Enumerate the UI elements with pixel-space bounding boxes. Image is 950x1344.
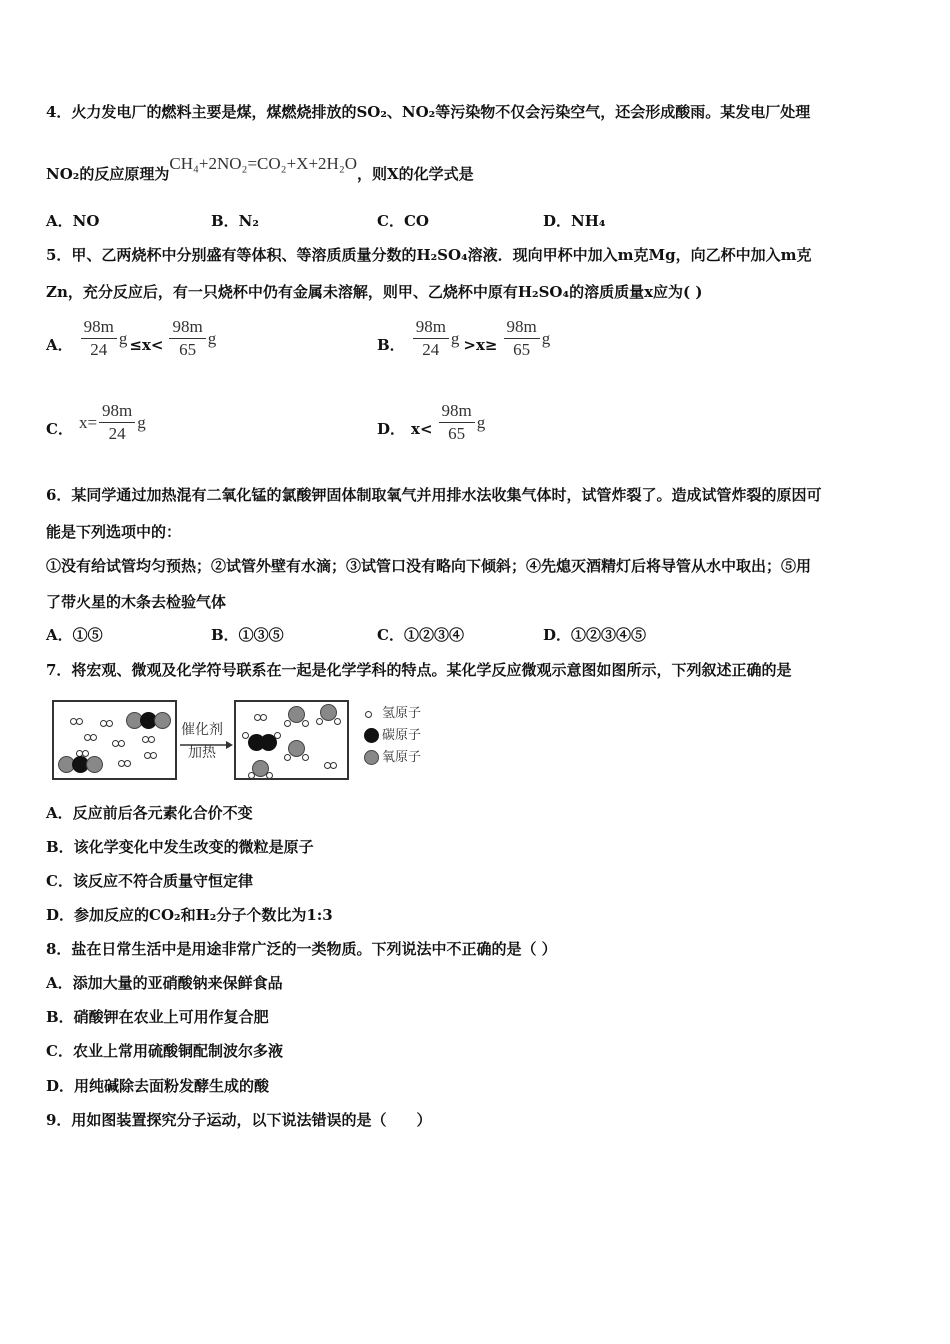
q8-option-c[interactable]: C．农业上常用硫酸铜配制波尔多液 — [46, 1042, 283, 1060]
unit-g: g — [118, 328, 128, 348]
q7-option-a[interactable]: A．反应前后各元素化合价不变 — [46, 804, 253, 822]
fraction-numerator: 98m — [439, 400, 475, 423]
q6-stem-line2: 能是下列选项中的： — [46, 523, 182, 541]
q5-b-fraction-1 — [413, 316, 449, 361]
hydrogen-atom — [266, 772, 273, 779]
hydrogen-atom — [76, 718, 83, 725]
reactants-box — [52, 700, 177, 780]
q6-stem-line1: 6．某同学通过加热混有二氧化锰的氯酸钾固体制取氧气并用排水法收集气体时，试管炸裂了。造成试管炸裂的原因可 — [46, 486, 822, 504]
fraction-denominator: 65 — [513, 340, 531, 359]
q4-option-a[interactable]: A．NO — [46, 212, 100, 230]
fraction-numerator: 98m — [504, 316, 540, 339]
q5-d-fraction — [439, 400, 475, 445]
unit-g: g — [450, 328, 460, 348]
legend-hydrogen: 氢原子 — [382, 706, 422, 721]
fraction-numerator: 98m — [99, 400, 135, 423]
hydrogen-atom — [284, 754, 291, 761]
q5-label-a: A． — [46, 336, 73, 354]
hydrogen-atom — [90, 734, 97, 741]
q5-stem-line2: Zn，充分反应后，有一只烧杯中仍有金属未溶解，则甲、乙烧杯中原有H₂SO₄的溶质质量x应为( ) — [46, 283, 703, 301]
q5-a-fraction-2 — [169, 316, 205, 361]
q5-c-fraction — [99, 400, 135, 445]
legend-oxygen: 氧原子 — [382, 750, 422, 765]
q8-option-a[interactable]: A．添加大量的亚硝酸钠来保鲜食品 — [46, 974, 283, 992]
products-box — [234, 700, 349, 780]
unit-g: g — [541, 328, 551, 348]
q5-option-c[interactable] — [46, 400, 146, 445]
q5-option-d[interactable] — [377, 400, 485, 445]
q5-d-prefix: x< — [411, 419, 433, 438]
hydrogen-atom — [248, 772, 255, 779]
q5-a-fraction-1 — [81, 316, 117, 361]
q5-a-relation: ≤x< — [129, 335, 164, 354]
arrow-condition-bottom: 加热 — [188, 745, 216, 761]
fraction-denominator: 24 — [422, 340, 440, 359]
hydrogen-atom — [316, 718, 323, 725]
hydrogen-atom — [148, 736, 155, 743]
q4-stem-line2 — [46, 154, 474, 184]
q8-option-b[interactable]: B．硝酸钾在农业上可用作复合肥 — [46, 1008, 269, 1026]
q4-stem-post: ，则X的化学式是 — [357, 165, 474, 183]
q8-option-d[interactable]: D．用纯碱除去面粉发酵生成的酸 — [46, 1077, 270, 1095]
hydrogen-atom — [260, 714, 267, 721]
hydrogen-atom — [118, 740, 125, 747]
q5-option-b[interactable] — [377, 316, 550, 361]
hydrogen-atom — [302, 720, 309, 727]
hydrogen-atom — [334, 718, 341, 725]
fraction-denominator: 65 — [448, 424, 466, 443]
fraction-numerator: 98m — [413, 316, 449, 339]
fraction-denominator: 65 — [179, 340, 197, 359]
q8-stem-line1: 8．盐在日常生活中是用途非常广泛的一类物质。下列说法中不正确的是（ ） — [46, 940, 557, 958]
q7-stem-line1: 7．将宏观、微观及化学符号联系在一起是化学学科的特点。某化学反应微观示意图如图所示，下列叙述正确的是 — [46, 661, 792, 679]
unit-g: g — [476, 412, 486, 432]
q6-stem-line3: ①没有给试管均匀预热；②试管外壁有水滴；③试管口没有略向下倾斜；④先熄灭酒精灯后将导管从水中取出；⑤用 — [46, 557, 812, 575]
q5-c-prefix: x= — [78, 412, 98, 432]
q7-option-b[interactable]: B．该化学变化中发生改变的微粒是原子 — [46, 838, 314, 856]
oxygen-atom — [86, 756, 103, 773]
q4-option-d[interactable]: D．NH₄ — [543, 212, 606, 230]
oxygen-legend-icon — [364, 750, 379, 765]
q4-stem-line1: 4．火力发电厂的燃料主要是煤，煤燃烧排放的SO₂、NO₂等污染物不仅会污染空气，还会形成酸雨。某发电厂处理 — [46, 103, 811, 121]
fraction-denominator: 24 — [90, 340, 108, 359]
q5-b-fraction-2 — [504, 316, 540, 361]
q5-label-c: C． — [46, 420, 73, 438]
hydrogen-legend-icon — [365, 711, 372, 718]
q4-option-b[interactable]: B．N₂ — [211, 212, 259, 230]
hydrogen-atom — [302, 754, 309, 761]
hydrogen-atom — [150, 752, 157, 759]
q6-option-d[interactable]: D．①②③④⑤ — [543, 626, 647, 644]
q4-option-c[interactable]: C．CO — [377, 212, 429, 230]
q5-option-a[interactable] — [46, 316, 216, 361]
fraction-denominator: 24 — [108, 424, 126, 443]
hydrogen-atom — [106, 720, 113, 727]
q9-stem-line1: 9．用如图装置探究分子运动，以下说法错误的是（ ） — [46, 1111, 432, 1129]
q6-stem-line4: 了带火星的木条去检验气体 — [46, 593, 227, 611]
oxygen-atom — [154, 712, 171, 729]
fraction-numerator: 98m — [169, 316, 205, 339]
q5-label-b: B． — [377, 336, 405, 354]
q4-equation: CH₄+2NO₂=CO₂+X+2H₂O — [169, 154, 358, 173]
q6-option-c[interactable]: C．①②③④ — [377, 626, 464, 644]
q4-stem-pre: NO₂的反应原理为 — [46, 165, 170, 183]
q5-stem-line1: 5．甲、乙两烧杯中分别盛有等体积、等溶质质量分数的H₂SO₄溶液．现向甲杯中加入m克Mg，向乙杯中加入m克 — [46, 246, 812, 264]
unit-g: g — [137, 412, 146, 432]
hydrogen-atom — [274, 732, 281, 739]
q7-option-d[interactable]: D．参加反应的CO₂和H₂分子个数比为1:3 — [46, 906, 333, 924]
q6-option-b[interactable]: B．①③⑤ — [211, 626, 284, 644]
unit-g: g — [207, 328, 217, 348]
legend-carbon: 碳原子 — [382, 728, 422, 743]
hydrogen-atom — [330, 762, 337, 769]
q7-option-c[interactable]: C．该反应不符合质量守恒定律 — [46, 872, 253, 890]
q6-option-a[interactable]: A．①⑤ — [46, 626, 103, 644]
q5-b-relation: >x≥ — [463, 335, 498, 354]
hydrogen-atom — [124, 760, 131, 767]
carbon-legend-icon — [364, 728, 379, 743]
fraction-numerator: 98m — [81, 316, 117, 339]
hydrogen-atom — [284, 720, 291, 727]
arrow-condition-top: 催化剂 — [181, 722, 223, 738]
q5-label-d: D． — [377, 420, 406, 438]
